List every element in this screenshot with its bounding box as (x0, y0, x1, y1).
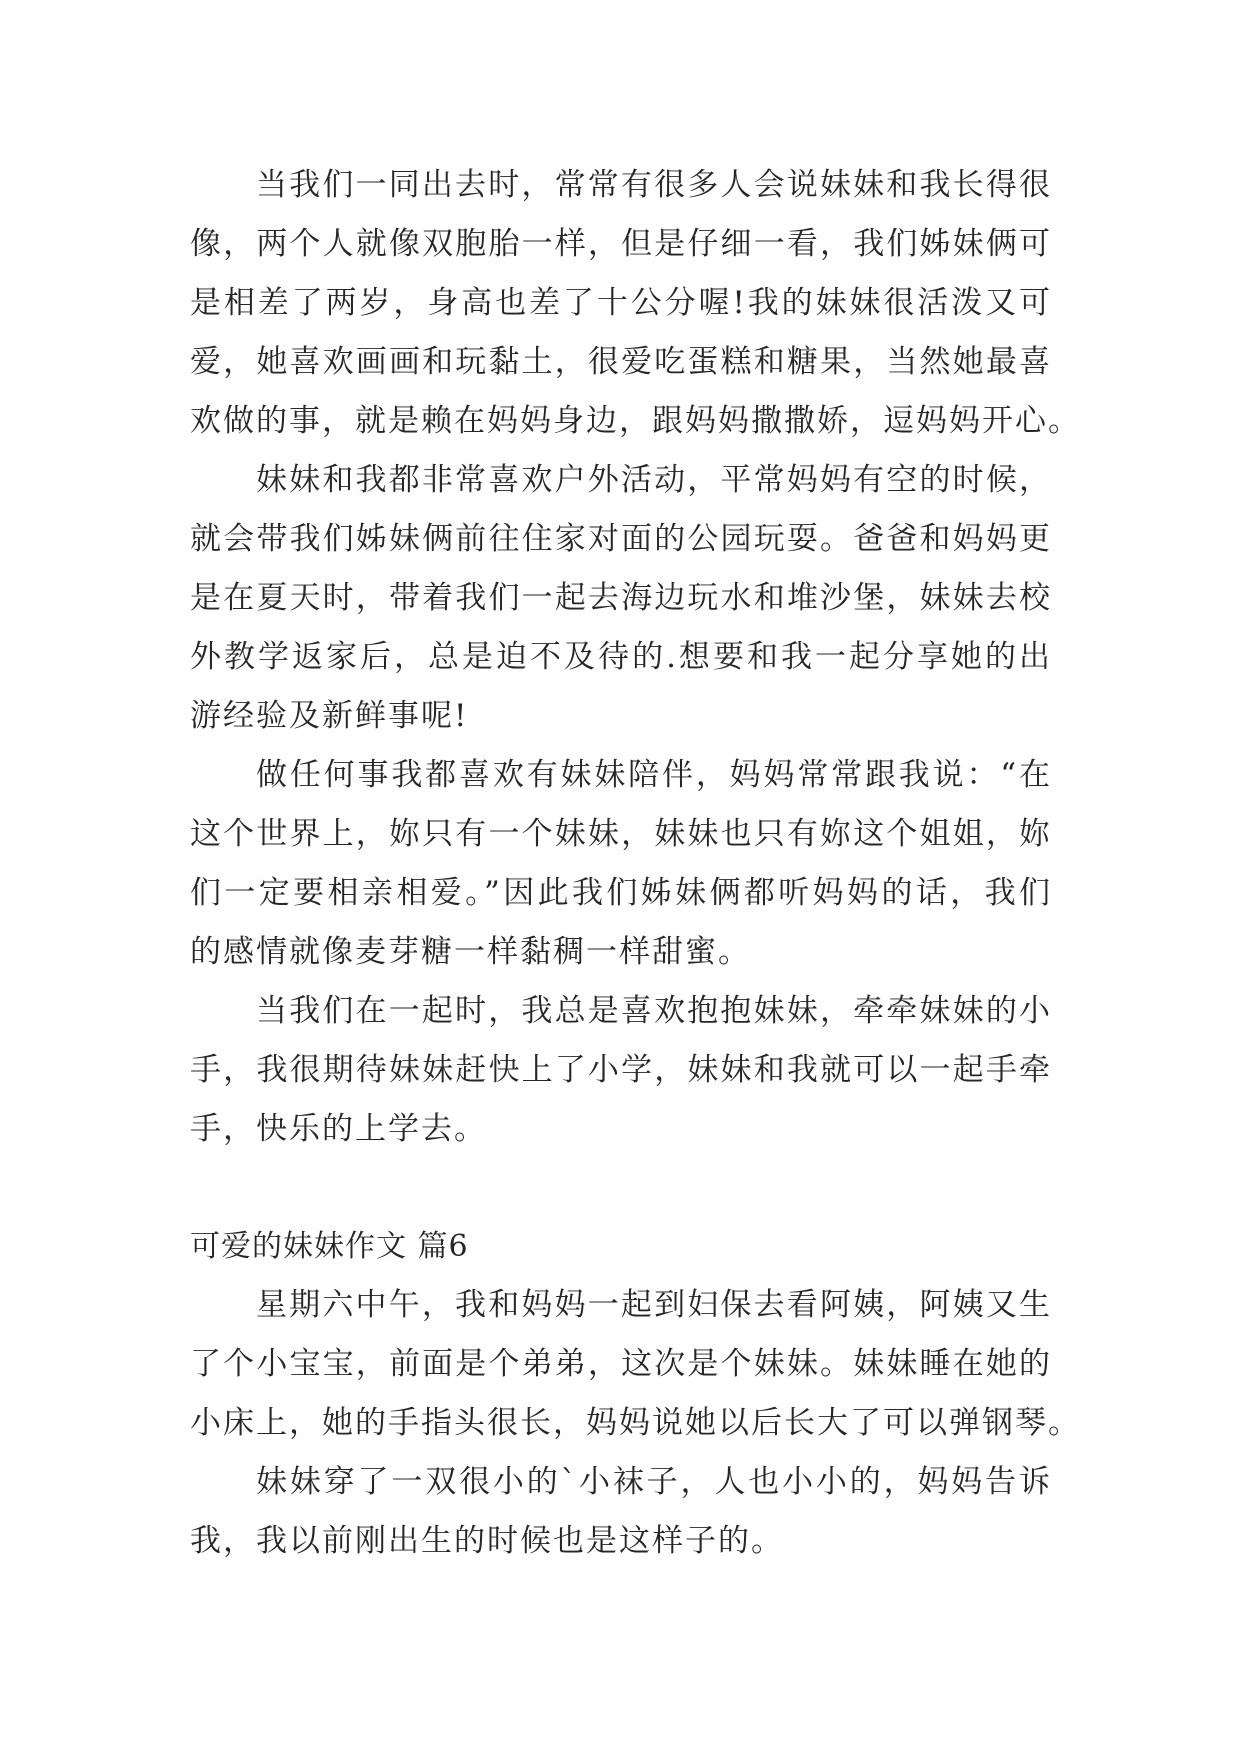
text-line: 爱，她喜欢画画和玩黏土，很爱吃蛋糕和糖果，当然她最喜 (190, 344, 1052, 380)
paragraph (190, 1276, 1081, 1453)
paragraph (190, 1453, 1052, 1571)
paragraph (190, 451, 1052, 746)
paragraph (190, 156, 1081, 451)
text-line: 游经验及新鲜事呢! (190, 698, 469, 734)
text-line: 当我们在一起时，我总是喜欢抱抱妹妹，牵牵妹妹的小 (256, 993, 1052, 1029)
document-body (190, 156, 1081, 1571)
text-line: 妹妹和我都非常喜欢户外活动，平常妈妈有空的时候， (256, 462, 1052, 498)
section-heading: 可爱的妹妹作文 篇6 (190, 1229, 469, 1264)
text-line: 我，我以前刚出生的时候也是这样子的。 (190, 1523, 784, 1559)
paragraph (190, 746, 1052, 982)
text-line: 就会带我们姊妹俩前往住家对面的公园玩耍。爸爸和妈妈更 (190, 521, 1052, 557)
text-line: 是在夏天时，带着我们一起去海边玩水和堆沙堡，妹妹去校 (190, 580, 1052, 616)
text-line: 妹妹穿了一双很小的`小袜子，人也小小的，妈妈告诉 (256, 1464, 1052, 1500)
text-line: 手，快乐的上学去。 (190, 1111, 487, 1147)
text-line: 们一定要相亲相爱。”因此我们姊妹俩都听妈妈的话，我们 (190, 875, 1052, 911)
paragraph (190, 982, 1052, 1159)
text-line: 这个世界上，妳只有一个妹妹，妹妹也只有妳这个姐姐，妳 (190, 816, 1052, 852)
text-line: 小床上，她的手指头很长，妈妈说她以后长大了可以弹钢琴。 (190, 1405, 1081, 1441)
text-line: 是相差了两岁，身高也差了十公分喔!我的妹妹很活泼又可 (190, 285, 1052, 321)
text-line: 手，我很期待妹妹赶快上了小学，妹妹和我就可以一起手牵 (190, 1052, 1052, 1088)
text-line: 像，两个人就像双胞胎一样，但是仔细一看，我们姊妹俩可 (190, 226, 1052, 262)
section-spacer (190, 1159, 1052, 1217)
text-line: 当我们一同出去时，常常有很多人会说妹妹和我长得很 (256, 167, 1052, 203)
text-line: 欢做的事，就是赖在妈妈身边，跟妈妈撒撒娇，逗妈妈开心。 (190, 403, 1081, 439)
text-line: 的感情就像麦芽糖一样黏稠一样甜蜜。 (190, 934, 751, 970)
text-line: 做任何事我都喜欢有妹妹陪伴，妈妈常常跟我说：“在 (256, 757, 1052, 793)
text-line: 星期六中午，我和妈妈一起到妇保去看阿姨，阿姨又生 (256, 1287, 1052, 1323)
text-line: 外教学返家后，总是迫不及待的.想要和我一起分享她的出 (190, 639, 1052, 675)
text-line: 了个小宝宝，前面是个弟弟，这次是个妹妹。妹妹睡在她的 (190, 1346, 1052, 1382)
